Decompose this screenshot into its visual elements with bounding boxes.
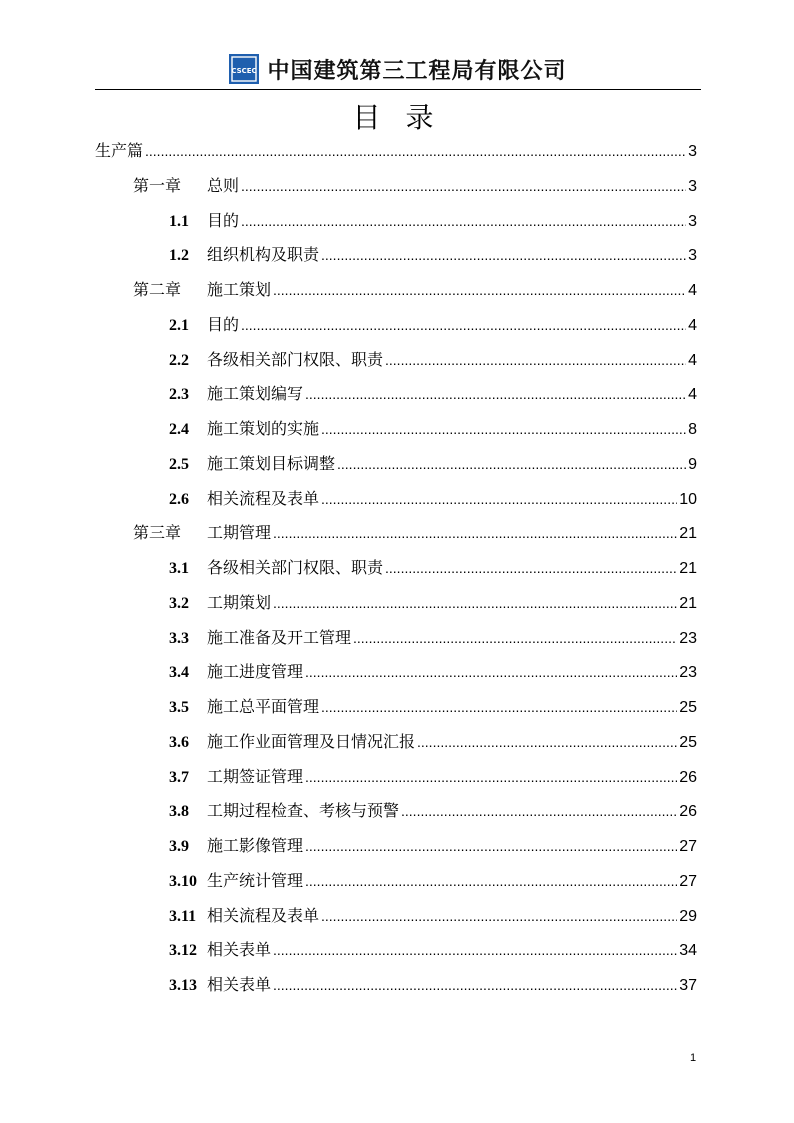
- toc-entry-number: 3.13: [169, 977, 197, 994]
- toc-entry-label: 生产统计管理: [207, 870, 304, 890]
- toc-entry-page: 21: [679, 525, 697, 543]
- toc-entry-page: 26: [679, 803, 697, 821]
- toc-entry-page: 4: [688, 316, 697, 334]
- toc-entry[interactable]: [169, 482, 697, 516]
- toc-entry[interactable]: [169, 690, 697, 724]
- toc-entry[interactable]: [169, 829, 697, 863]
- toc-entry-number: 3.11: [169, 907, 197, 925]
- toc-entry[interactable]: [169, 655, 697, 689]
- toc-entry-label: 工期管理: [207, 523, 272, 543]
- toc-dot-leader: [273, 273, 686, 307]
- toc-entry[interactable]: [169, 204, 697, 238]
- toc-dot-leader: [305, 760, 677, 794]
- company-name: 中国建筑第三工程局有限公司: [267, 58, 567, 84]
- toc-entry-label: 工期过程检查、考核与预警: [207, 801, 400, 821]
- toc-entry-number: 3.6: [169, 733, 189, 751]
- toc-entry-label: 相关表单: [207, 975, 272, 994]
- toc-entry-number: 2.6: [169, 490, 189, 508]
- toc-dot-leader: [353, 621, 677, 655]
- toc-entry-label: 施工策划: [207, 280, 272, 299]
- toc-entry-page: 34: [679, 942, 697, 960]
- toc-entry[interactable]: [169, 377, 697, 411]
- toc-dot-leader: [273, 968, 677, 1002]
- toc-dot-leader: [305, 864, 677, 898]
- toc-entry-label: 目的: [207, 314, 240, 334]
- toc-entry-page: 29: [679, 907, 697, 925]
- toc-entry[interactable]: [95, 134, 697, 168]
- toc-entry-number: 3.8: [169, 803, 189, 821]
- toc-dot-leader: [321, 238, 686, 272]
- toc-entry[interactable]: [169, 447, 697, 481]
- toc-entry-number: 2.4: [169, 421, 189, 438]
- toc-entry-label: 施工策划的实施: [207, 419, 320, 438]
- toc-entry[interactable]: [169, 551, 697, 585]
- toc-entry-label: 施工策划目标调整: [207, 453, 336, 473]
- toc-entry-label: 生产篇: [95, 141, 144, 160]
- toc-entry-page: 3: [688, 143, 697, 160]
- toc-dot-leader: [337, 447, 686, 481]
- toc-entry[interactable]: [169, 586, 697, 620]
- toc-entry-page: 27: [679, 872, 697, 890]
- toc-entry-page: 23: [679, 629, 697, 647]
- toc-dot-leader: [385, 551, 677, 585]
- toc-entry-number: 3.2: [169, 594, 189, 612]
- toc-entry-page: 4: [688, 386, 697, 404]
- toc-entry-page: 23: [679, 664, 697, 682]
- toc-entry-page: 3: [688, 212, 697, 230]
- toc-entry-number: 1.1: [169, 212, 189, 230]
- toc-dot-leader: [305, 377, 686, 411]
- toc-dot-leader: [321, 690, 677, 724]
- toc-entry-label: 相关流程及表单: [207, 905, 320, 925]
- toc-entry-number: 1.2: [169, 247, 189, 265]
- toc-entry-number: 3.12: [169, 942, 197, 960]
- page-title: 目 录: [352, 101, 442, 134]
- toc-entry-label: 各级相关部门权限、职责: [207, 349, 384, 369]
- toc-entry[interactable]: [169, 343, 697, 377]
- toc-entry-page: 21: [679, 594, 697, 612]
- toc-entry[interactable]: [169, 899, 697, 933]
- toc-entry-page: 9: [688, 455, 697, 473]
- toc-entry-number: 2.5: [169, 455, 189, 473]
- toc-entry-label: 目的: [207, 210, 240, 230]
- toc-dot-leader: [321, 899, 677, 933]
- toc-dot-leader: [241, 204, 686, 238]
- toc-entry[interactable]: [169, 933, 697, 967]
- toc-dot-leader: [273, 933, 677, 967]
- toc-entry-page: 8: [688, 421, 697, 438]
- toc-entry[interactable]: [169, 968, 697, 1002]
- toc-dot-leader: [273, 586, 677, 620]
- toc-entry-number: 第三章: [133, 523, 182, 543]
- toc-entry-number: 2.2: [169, 351, 189, 369]
- toc-entry-number: 3.10: [169, 872, 197, 890]
- toc-entry-label: 施工进度管理: [207, 662, 304, 682]
- toc-entry-page: 4: [688, 282, 697, 299]
- toc-entry-label: 工期策划: [207, 592, 272, 612]
- toc-entry-number: 2.3: [169, 386, 189, 404]
- toc-entry-label: 施工准备及开工管理: [207, 627, 352, 647]
- toc-entry-label: 相关表单: [207, 940, 272, 960]
- toc-entry-number: 3.7: [169, 768, 189, 786]
- toc-entry-label: 施工作业面管理及日情况汇报: [207, 731, 416, 751]
- toc-entry-number: 第二章: [133, 280, 182, 299]
- toc-entry-label: 工期签证管理: [207, 766, 304, 786]
- toc-entry[interactable]: [169, 725, 697, 759]
- toc-entry-label: 施工总平面管理: [207, 697, 320, 716]
- toc-entry-page: 37: [679, 977, 697, 994]
- toc-entry-page: 25: [679, 699, 697, 716]
- toc-entry[interactable]: [169, 308, 697, 342]
- toc-entry[interactable]: [169, 238, 697, 272]
- toc-dot-leader: [305, 655, 677, 689]
- toc-entry[interactable]: [169, 412, 697, 446]
- toc-entry-label: 各级相关部门权限、职责: [207, 558, 384, 577]
- toc-entry-page: 10: [679, 490, 697, 508]
- toc-entry-page: 3: [688, 247, 697, 265]
- toc-entry-page: 26: [679, 768, 697, 786]
- toc-dot-leader: [145, 134, 686, 168]
- toc-entry-number: 3.4: [169, 664, 189, 682]
- toc-entry-label: 相关流程及表单: [207, 488, 320, 508]
- svg-text:CSCEC: CSCEC: [231, 67, 258, 75]
- toc-entry-page: 4: [688, 351, 697, 369]
- toc-dot-leader: [321, 482, 677, 516]
- toc-entry[interactable]: [133, 169, 697, 203]
- toc-entry-number: 3.9: [169, 838, 189, 855]
- toc-dot-leader: [321, 412, 686, 446]
- toc-dot-leader: [241, 308, 686, 342]
- toc-entry[interactable]: [169, 794, 697, 828]
- toc-entry-page: 21: [679, 560, 697, 577]
- toc-entry-page: 25: [679, 733, 697, 751]
- toc-entry-page: 3: [688, 177, 697, 195]
- toc-entry-number: 3.1: [169, 560, 189, 577]
- toc-entry[interactable]: [169, 760, 697, 794]
- toc-dot-leader: [385, 343, 686, 377]
- toc-entry-number: 第一章: [133, 175, 182, 195]
- toc-entry-label: 施工影像管理: [207, 836, 304, 855]
- toc-entry[interactable]: [133, 273, 697, 307]
- toc-entry-number: 2.1: [169, 316, 189, 334]
- toc-dot-leader: [273, 516, 677, 550]
- toc-dot-leader: [401, 794, 677, 828]
- toc-dot-leader: [305, 829, 677, 863]
- page-number: 1: [690, 1052, 697, 1064]
- toc-entry-number: 3.3: [169, 629, 189, 647]
- toc-entry[interactable]: [133, 516, 697, 550]
- toc-entry[interactable]: [169, 621, 697, 655]
- toc-entry-label: 组织机构及职责: [207, 245, 320, 265]
- toc-entry-label: 总则: [207, 175, 240, 195]
- toc-dot-leader: [241, 169, 686, 203]
- toc-entry-number: 3.5: [169, 699, 189, 716]
- toc-dot-leader: [417, 725, 677, 759]
- toc-entry-label: 施工策划编写: [207, 384, 304, 404]
- toc-entry[interactable]: [169, 864, 697, 898]
- toc-entry-page: 27: [679, 838, 697, 855]
